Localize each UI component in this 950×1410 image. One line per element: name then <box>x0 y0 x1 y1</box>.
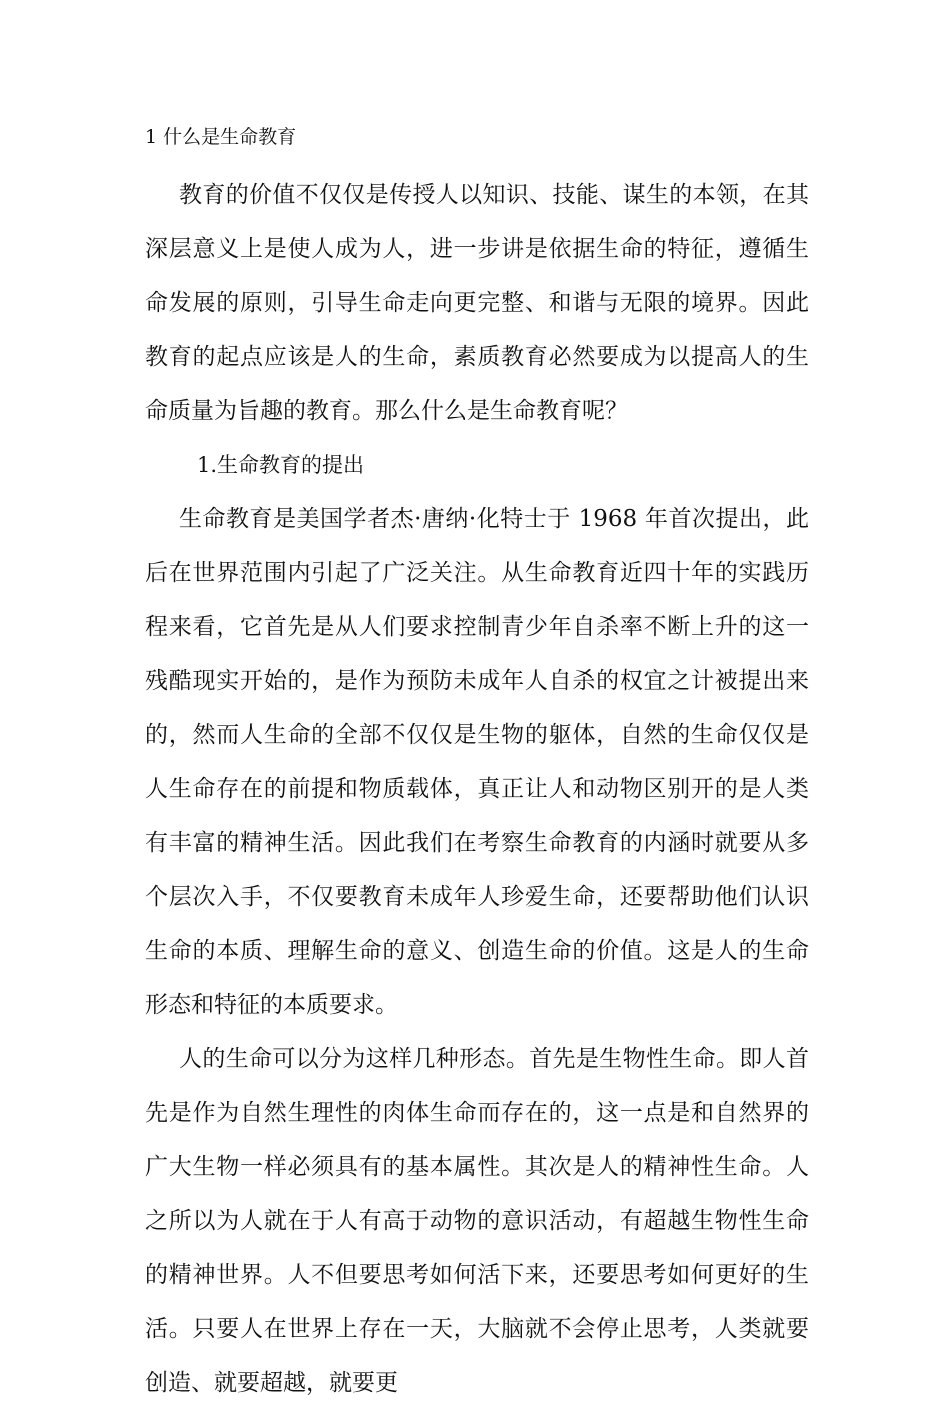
paragraph-education-value: 教育的价值不仅仅是传授人以知识、技能、谋生的本领，在其深层意义上是使人成为人，进一步讲是依据生命的特征，遵循生命发展的原则，引导生命走向更完整、和谐与无限的境界。因此教育的起点应该是人的生命，素质教育必然要成为以提高人的生命质量为旨趣的教育。那么什么是生命教育呢？ <box>145 182 809 424</box>
section-heading: 1 什么是生命教育 <box>145 126 297 148</box>
subsection-heading: 1.生命教育的提出 <box>197 453 365 477</box>
document-body <box>145 118 809 1410</box>
paragraph-life-forms: 人的生命可以分为这样几种形态。首先是生物性生命。即人首先是作为自然生理性的肉体生命而存在的，这一点是和自然界的广大生物一样必须具有的基本属性。其次是人的精神性生命。人之所以为人就在于人有高于动物的意识活动，有超越生物性生命的精神世界。人不但要思考如何活下来，还要思考如何更好的生活。只要人在世界上存在一天，大脑就不会停止思考，人类就要创造、就要超越，就要更 <box>145 1046 809 1396</box>
paragraph-origin: 生命教育是美国学者杰·唐纳·化特士于 1968 年首次提出，此后在世界范围内引起了广泛关注。从生命教育近四十年的实践历程来看，它首先是从人们要求控制青少年自杀率不断上升的这一残酷现实开始的，是作为预防未成年人自杀的权宜之计被提出来的，然而人生命的全部不仅仅是生物的躯体，自然的生命仅仅是人生命存在的前提和物质载体，真正让人和动物区别开的是人类有丰富的精神生活。因此我们在考察生命教育的内涵时就要从多个层次入手，不仅要教育未成年人珍爱生命，还要帮助他们认识生命的本质、理解生命的意义、创造生命的价值。这是人的生命形态和特征的本质要求。 <box>145 506 809 1018</box>
